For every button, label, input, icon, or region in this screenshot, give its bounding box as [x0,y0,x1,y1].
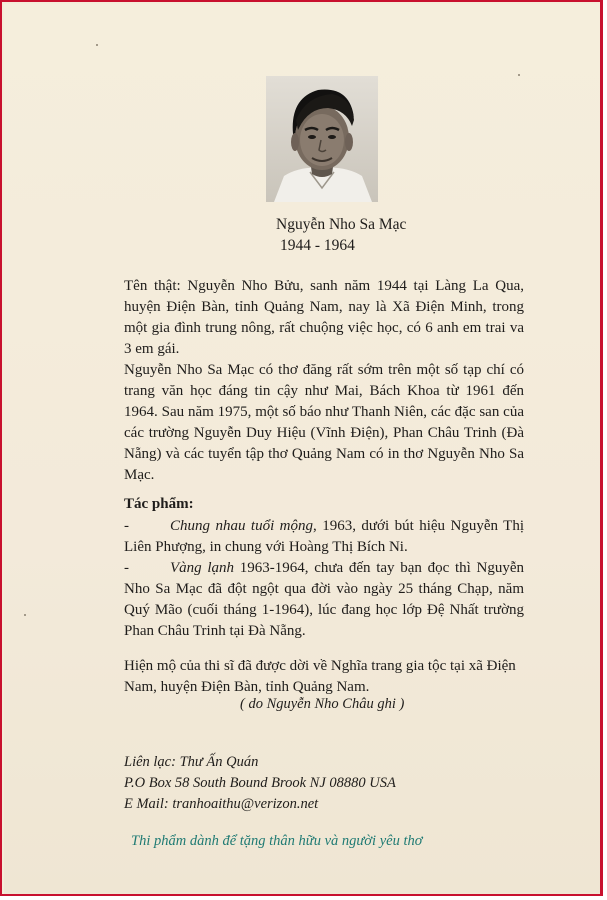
contact-address: P.O Box 58 South Bound Brook NJ 08880 USA [124,775,396,791]
author-years: 1944 - 1964 [280,237,355,254]
grave-note [124,656,524,698]
work-title: Vàng lạnh [170,560,235,576]
list-dash: - [124,560,129,576]
dedication: Thi phẩm dành để tặng thân hữu và người yêu thơ [131,833,423,849]
bio-paragraph: Tên thật: Nguyễn Nho Bửu, sanh năm 1944 tại Làng La Qua, huyện Điện Bàn, tỉnh Quảng Nam, nay là Xã Điện Minh, trong một gia đình trung nông, rất chuộng việc học, có 6 anh em trai va 3 em gái. [124,278,524,357]
works-item [124,558,524,642]
paper-speck [24,614,26,616]
contact-block [124,752,396,815]
biography [124,276,524,486]
works-list [124,516,524,642]
author-portrait [266,76,378,202]
works-heading: Tác phẩm: [124,496,194,512]
paper-speck [518,74,520,76]
list-dash: - [124,518,129,534]
work-description: , 1963, dưới bút hiệu Nguyễn Thị Liên Phượng, in chung với Hoàng Thị Bích Ni. [124,518,524,555]
contact-email: E Mail: tranhoaithu@verizon.net [124,796,319,812]
grave-text: Hiện mộ của thi sĩ đã được dời về Nghĩa trang gia tộc tại xã Điện Nam, huyện Điện Bàn, tỉnh Quảng Nam. [124,658,516,695]
book-page [4,4,600,894]
bio-paragraph: Nguyễn Nho Sa Mạc có thơ đăng rất sớm trên một số tạp chí có trang văn học đáng tin cậy như Mai, Bách Khoa từ 1961 đến 1964. Sau năm 1975, một số báo như Thanh Niên, các đặc san của các trường Nguyễn Duy Hiệu (Vĩnh Điện), Phan Châu Trinh (Đà Nẵng) và các tuyển tập thơ Quảng Nam có in thơ Nguyễn Nho Sa Mạc. [124,362,524,483]
contact-publisher: Liên lạc: Thư Ấn Quán [124,754,259,770]
work-description: 1963-1964, chưa đến tay bạn đọc thì Nguyễn Nho Sa Mạc đã đột ngột qua đời vào ngày 25 tháng Chạp, năm Quý Mão (cuối tháng 1-1964), lúc đang học lớp Đệ Nhất trường Phan Châu Trinh tại Đà Nẵng. [124,560,524,639]
works-item [124,516,524,558]
signature-note: ( do Nguyễn Nho Châu ghi ) [240,696,405,712]
work-title: Chung nhau tuổi mộng [170,518,314,534]
portrait-image [266,76,378,202]
author-name: Nguyễn Nho Sa Mạc [276,216,407,233]
paper-speck [96,44,98,46]
